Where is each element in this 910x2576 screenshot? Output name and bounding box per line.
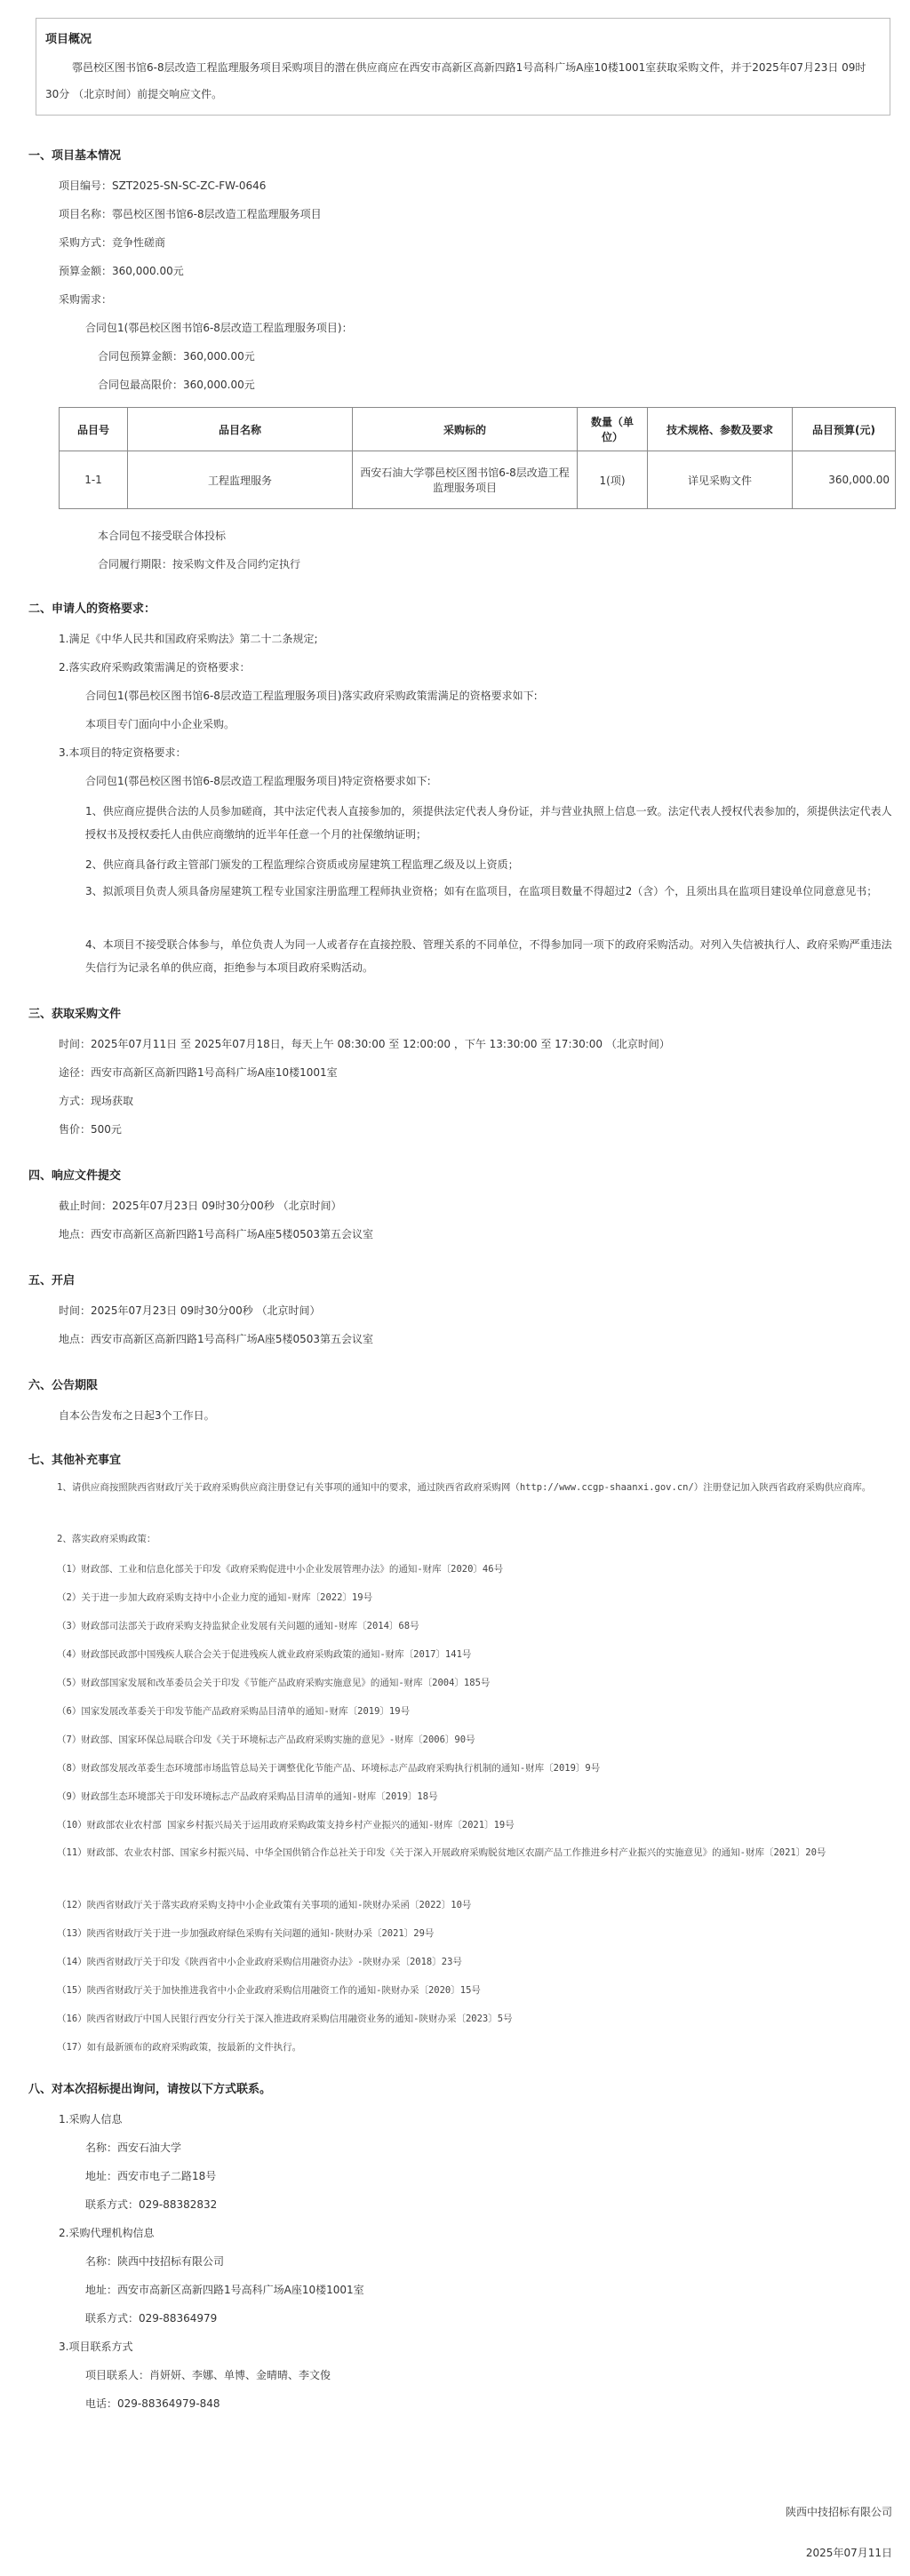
header-item-no: 品目号 bbox=[60, 408, 128, 451]
specific-req-2: 2、供应商具备行政主管部门颁发的工程监理综合资质或房屋建筑工程监理乙级及以上资质； bbox=[85, 858, 519, 871]
section-4-title: 四、响应文件提交 bbox=[28, 1169, 122, 1183]
policy-item: （1）财政部、工业和信息化部关于印发《政府采购促进中小企业发展管理办法》的通知-财库〔2020〕46号 bbox=[57, 1564, 504, 1575]
header-subject: 采购标的 bbox=[353, 408, 578, 451]
purchaser-phone: 联系方式：029-88382832 bbox=[85, 2198, 218, 2211]
project-phone: 电话：029-88364979-848 bbox=[85, 2397, 220, 2410]
cell-item-name: 工程监理服务 bbox=[128, 451, 353, 509]
project-contacts: 项目联系人：肖妍妍、李娜、单博、金晴晴、李文俊 bbox=[85, 2369, 331, 2381]
agency-info-heading: 2.采购代理机构信息 bbox=[59, 2227, 155, 2239]
cell-specs: 详见采购文件 bbox=[648, 451, 793, 509]
policy-item: （11）财政部、农业农村部、国家乡村振兴局、中华全国供销合作总社关于印发《关于深入开展政府采购脱贫地区农副产品工作推进乡村产业振兴的实施意见》的通知-财库〔2021〕20号 bbox=[57, 1847, 826, 1858]
specific-req-3: 3、拟派项目负责人须具备房屋建筑工程专业国家注册监理工程师执业资格；如有在监项目，在监项目数量不得超过2（含）个，且须出具在监项目建设单位同意意见书； bbox=[85, 885, 878, 897]
agency-address: 地址：西安市高新区高新四路1号高科广场A座10楼1001室 bbox=[85, 2284, 364, 2296]
header-specs: 技术规格、参数及要求 bbox=[648, 408, 793, 451]
section-5-title: 五、开启 bbox=[28, 1274, 76, 1288]
policy-item: （17）如有最新颁布的政府采购政策，按最新的文件执行。 bbox=[57, 2042, 302, 2053]
no-consortium-note: 本合同包不接受联合体投标 bbox=[98, 530, 227, 542]
contract-package: 合同包1(鄠邑校区图书馆6-8层改造工程监理服务项目)： bbox=[85, 322, 353, 334]
policy-item: （8）财政部发展改革委生态环境部市场监管总局关于调整优化节能产品、环境标志产品政府采购执行机制的通知-财库〔2019〕9号 bbox=[57, 1763, 601, 1774]
budget-amount: 预算金额：360,000.00元 bbox=[59, 265, 184, 277]
acquire-time: 时间：2025年07月11日 至 2025年07月18日，每天上午 08:30:00 至 12:00:00 ，下午 13:30:00 至 17:30:00 （北京时间） bbox=[59, 1038, 670, 1050]
qual-line-4: 本项目专门面向中小企业采购。 bbox=[85, 718, 235, 730]
project-number: 项目编号：SZT2025-SN-SC-ZC-FW-0646 bbox=[59, 179, 267, 192]
policy-item: （4）财政部民政部中国残疾人联合会关于促进残疾人就业政府采购政策的通知-财库〔2017〕141号 bbox=[57, 1649, 472, 1660]
cell-item-no: 1-1 bbox=[60, 451, 128, 509]
header-item-budget: 品目预算(元) bbox=[793, 408, 896, 451]
qual-line-3: 合同包1(鄠邑校区图书馆6-8层改造工程监理服务项目)落实政府采购政策需满足的资格要求如下: bbox=[85, 690, 538, 702]
supplier-registration-note: 1、请供应商按照陕西省财政厅关于政府采购供应商注册登记有关事项的通知中的要求，通过陕西省政府采购网（http://www.ccgp-shaanxi.gov.cn/）注册登记加入陕西省政府采购供应商库。 bbox=[57, 1482, 872, 1493]
section-7-title: 七、其他补充事宜 bbox=[28, 1454, 122, 1467]
agency-name: 名称：陕西中技招标有限公司 bbox=[85, 2255, 225, 2268]
overview-title: 项目概况 bbox=[45, 33, 92, 46]
section-3-title: 三、获取采购文件 bbox=[28, 1008, 122, 1021]
contract-period: 合同履行期限：按采购文件及合同约定执行 bbox=[98, 558, 301, 570]
acquire-method: 方式：现场获取 bbox=[59, 1095, 134, 1107]
opening-time: 时间：2025年07月23日 09时30分00秒 （北京时间） bbox=[59, 1304, 321, 1317]
submission-location: 地点：西安市高新区高新四路1号高科广场A座5楼0503第五会议室 bbox=[59, 1228, 374, 1240]
policy-item: （14）陕西省财政厅关于印发《陕西省中小企业政府采购信用融资办法》-陕财办采〔2018〕23号 bbox=[57, 1957, 462, 1967]
qual-line-5: 3.本项目的特定资格要求： bbox=[59, 746, 187, 759]
footer-company: 陕西中技招标有限公司 bbox=[785, 2506, 892, 2518]
specific-req-4: 4、本项目不接受联合体参与，单位负责人为同一人或者存在直接控股、管理关系的不同单位，不得参加同一项下的政府采购活动。对列入失信被执行人、政府采购严重违法失信行为记录名单的供应商，拒绝参与本项目政府采购活动。 bbox=[85, 938, 892, 974]
policy-item: （5）财政部国家发展和改革委员会关于印发《节能产品政府采购实施意见》的通知-财库〔2004〕185号 bbox=[57, 1678, 491, 1688]
qual-line-2: 2.落实政府采购政策需满足的资格要求： bbox=[59, 661, 251, 674]
cell-subject: 西安石油大学鄠邑校区图书馆6-8层改造工程监理服务项目 bbox=[353, 451, 578, 509]
policy-item: （2）关于进一步加大政府采购支持中小企业力度的通知-财库〔2022〕19号 bbox=[57, 1592, 373, 1603]
overview-body: 鄠邑校区图书馆6-8层改造工程监理服务项目采购项目的潜在供应商应在西安市高新区高新四路1号高科广场A座10楼1001室获取采购文件，并于2025年07月23日 09时30分 （北京时间）前提交响应文件。 bbox=[45, 61, 866, 100]
cell-item-budget: 360,000.00 bbox=[793, 451, 896, 509]
acquire-channel: 途径：西安市高新区高新四路1号高科广场A座10楼1001室 bbox=[59, 1066, 338, 1079]
policy-item: （16）陕西省财政厅中国人民银行西安分行关于深入推进政府采购信用融资业务的通知-陕财办采〔2023〕5号 bbox=[57, 2014, 513, 2024]
section-6-title: 六、公告期限 bbox=[28, 1379, 99, 1392]
procurement-method: 采购方式：竞争性磋商 bbox=[59, 236, 166, 249]
items-table bbox=[59, 407, 896, 509]
table-header-row bbox=[60, 408, 896, 451]
package-budget: 合同包预算金额：360,000.00元 bbox=[98, 350, 255, 363]
purchaser-info-heading: 1.采购人信息 bbox=[59, 2113, 123, 2125]
policy-item: （9）财政部生态环境部关于印发环境标志产品政府采购品目清单的通知-财库〔2019〕18号 bbox=[57, 1791, 438, 1802]
table-row bbox=[60, 451, 896, 509]
agency-phone: 联系方式：029-88364979 bbox=[85, 2312, 218, 2325]
qual-line-1: 1.满足《中华人民共和国政府采购法》第二十二条规定; bbox=[59, 633, 318, 645]
purchaser-address: 地址：西安市电子二路18号 bbox=[85, 2170, 217, 2182]
header-quantity: 数量（单位） bbox=[578, 408, 648, 451]
purchaser-name: 名称：西安石油大学 bbox=[85, 2141, 182, 2154]
policy-item: （12）陕西省财政厅关于落实政府采购支持中小企业政策有关事项的通知-陕财办采函〔2022〕10号 bbox=[57, 1900, 472, 1910]
project-name: 项目名称：鄠邑校区图书馆6-8层改造工程监理服务项目 bbox=[59, 208, 322, 220]
section-8-title: 八、对本次招标提出询问，请按以下方式联系。 bbox=[28, 2083, 272, 2096]
policy-item: （6）国家发展改革委关于印发节能产品政府采购品目清单的通知-财库〔2019〕19号 bbox=[57, 1706, 411, 1717]
submission-deadline: 截止时间：2025年07月23日 09时30分00秒 （北京时间） bbox=[59, 1200, 342, 1212]
acquire-price: 售价：500元 bbox=[59, 1123, 122, 1136]
policy-item: （13）陕西省财政厅关于进一步加强政府绿色采购有关问题的通知-陕财办采〔2021〕29号 bbox=[57, 1928, 435, 1939]
footer-date: 2025年07月11日 bbox=[805, 2547, 892, 2559]
policy-heading: 2、落实政府采购政策： bbox=[57, 1534, 156, 1544]
section-1-title: 一、项目基本情况 bbox=[28, 149, 122, 163]
notice-period: 自本公告发布之日起3个工作日。 bbox=[59, 1409, 215, 1422]
project-contact-heading: 3.项目联系方式 bbox=[59, 2341, 133, 2353]
policy-item: （15）陕西省财政厅关于加快推进我省中小企业政府采购信用融资工作的通知-陕财办采〔2020〕15号 bbox=[57, 1985, 481, 1996]
specific-req-1: 1、供应商应提供合法的人员参加磋商，其中法定代表人直接参加的，须提供法定代表人身份证，并与营业执照上信息一致。法定代表人授权代表参加的，须提供法定代表人授权书及授权委托人由供应商缴纳的近半年任意一个月的社保缴纳证明； bbox=[85, 805, 892, 841]
qual-line-6: 合同包1(鄠邑校区图书馆6-8层改造工程监理服务项目)特定资格要求如下: bbox=[85, 775, 431, 787]
header-item-name: 品目名称 bbox=[128, 408, 353, 451]
overview-box bbox=[36, 18, 890, 116]
package-max-price: 合同包最高限价：360,000.00元 bbox=[98, 379, 255, 391]
policy-item: （3）财政部司法部关于政府采购支持监狱企业发展有关问题的通知-财库〔2014〕68号 bbox=[57, 1621, 419, 1631]
policy-item: （10）财政部农业农村部 国家乡村振兴局关于运用政府采购政策支持乡村产业振兴的通知-财库〔2021〕19号 bbox=[57, 1820, 515, 1830]
policy-item: （7）财政部、国家环保总局联合印发《关于环境标志产品政府采购实施的意见》-财库〔2006〕90号 bbox=[57, 1735, 475, 1745]
opening-location: 地点：西安市高新区高新四路1号高科广场A座5楼0503第五会议室 bbox=[59, 1333, 374, 1345]
procurement-need-label: 采购需求： bbox=[59, 293, 113, 306]
section-2-title: 二、申请人的资格要求： bbox=[28, 602, 156, 616]
cell-quantity: 1(项) bbox=[578, 451, 648, 509]
